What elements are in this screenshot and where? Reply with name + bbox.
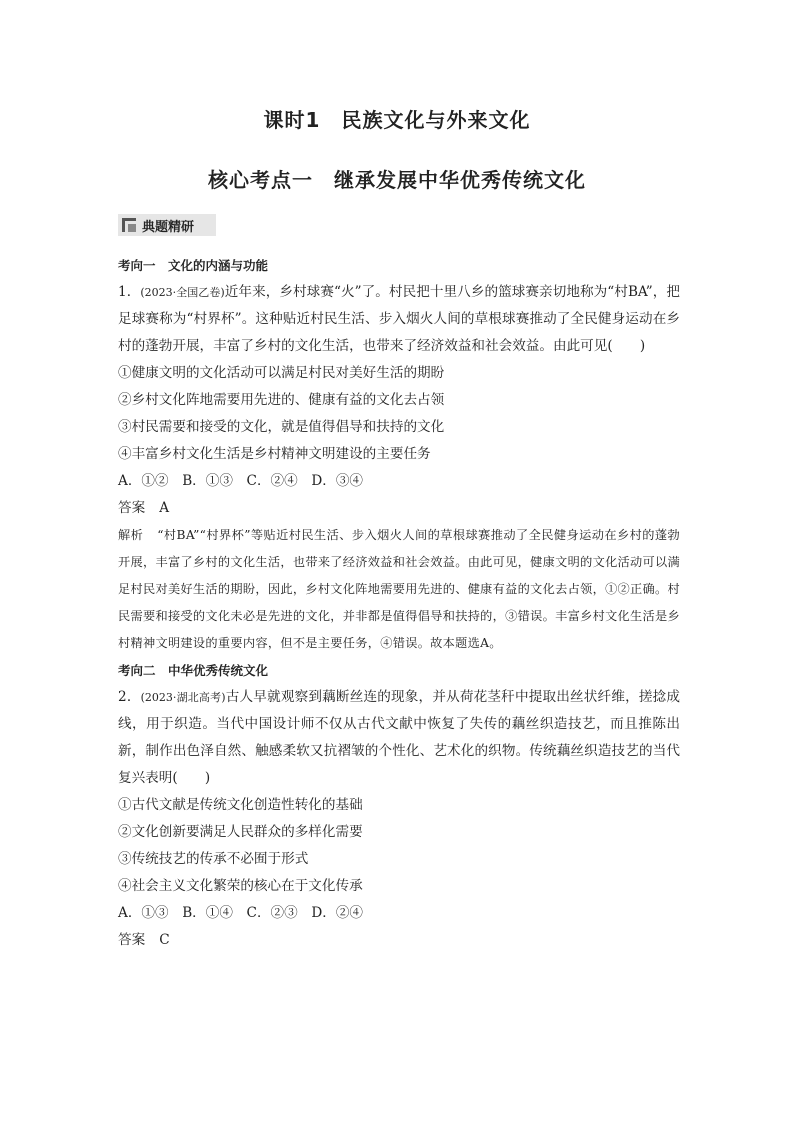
q1-analysis xyxy=(118,522,680,657)
q2-option-1: ①古代文献是传统文化创造性转化的基础 xyxy=(118,797,363,813)
q1-analysis-text: “村BA”“村界杯”等贴近村民生活、步入烟火人间的草根球赛推动了全民健身运动在乡村的蓬勃开展，丰富了乡村的文化生活，也带来了经济效益和社会效益。由此可见，健康文明的文化活动可以满足村民对美好生活的期盼，因此，乡村文化阵地需要用先进的、健康有益的文化去占领，①②正确。村民需要和接受的文化未必是先进的文化，并非都是值得倡导和扶持的，③错误。丰富乡村文化生活是乡村精神文明建设的重要内容，但不是主要任务，④错误。故本题选A。 xyxy=(118,528,680,650)
lesson-title: 课时1 民族文化与外来文化 xyxy=(263,108,531,132)
q1-answer-label: 答案 xyxy=(118,500,146,516)
q2-option-4: ④社会主义文化繁荣的核心在于文化传承 xyxy=(118,878,363,894)
q1-stem-text: 近年来，乡村球赛“火”了。村民把十里八乡的篮球赛亲切地称为“村BA”，把足球赛称为“村界杯”。这种贴近村民生活、步入烟火人间的草根球赛推动了全民健身运动在乡村的蓬勃开展，丰富了乡村的文化生活，也带来了经济效益和社会效益。由此可见( ) xyxy=(118,284,681,354)
q1-stem xyxy=(118,279,680,360)
q2-stem xyxy=(118,684,680,792)
q1-option-1: ①健康文明的文化活动可以满足村民对美好生活的期盼 xyxy=(118,365,445,381)
q1-option-3: ③村民需要和接受的文化，就是值得倡导和扶持的文化 xyxy=(118,419,445,435)
q1-number: 1． xyxy=(118,284,141,300)
q2-option-3: ③传统技艺的传承不必囿于形式 xyxy=(118,851,309,867)
section-title: 核心考点一 继承发展中华优秀传统文化 xyxy=(208,168,586,192)
q1-answer xyxy=(118,495,680,522)
q2-source: (2023·湖北高考) xyxy=(140,691,226,704)
q2-answer xyxy=(118,927,680,954)
q2-stem-text: 古人早就观察到藕断丝连的现象，并从荷花茎秆中提取出丝状纤维，搓捻成线，用于织造。当代中国设计师不仅从古代文献中恢复了失传的藕丝织造技艺，而且推陈出新，制作出色泽自然、触感柔软又抗褶皱的个性化、艺术化的织物。传统藕丝织造技艺的当代复兴表明( ) xyxy=(118,689,681,786)
q1-analysis-label: 解析 xyxy=(118,528,144,542)
q2-option-2: ②文化创新要满足人民群众的多样化需要 xyxy=(118,824,363,840)
q2-number: 2． xyxy=(118,689,141,705)
q2-choices: A．①③ B．①④ C．②③ D．②④ xyxy=(118,905,364,921)
section-bar-label: 典题精研 xyxy=(142,219,195,235)
q1-answer-value: A xyxy=(159,500,170,516)
section-marker-icon xyxy=(122,218,136,232)
q1-option-4: ④丰富乡村文化生活是乡村精神文明建设的主要任务 xyxy=(118,446,431,462)
q2-answer-value: C xyxy=(159,932,170,948)
q1-option-2: ②乡村文化阵地需要用先进的、健康有益的文化去占领 xyxy=(118,392,445,408)
section-bar xyxy=(118,214,216,236)
q1-source: (2023·全国乙卷) xyxy=(140,286,225,299)
content xyxy=(118,252,680,954)
q2-answer-label: 答案 xyxy=(118,932,146,948)
q2-topic: 考向二 中华优秀传统文化 xyxy=(118,663,269,678)
q1-choices: A．①② B．①③ C．②④ D．③④ xyxy=(118,473,364,489)
q1-topic: 考向一 文化的内涵与功能 xyxy=(118,258,269,273)
